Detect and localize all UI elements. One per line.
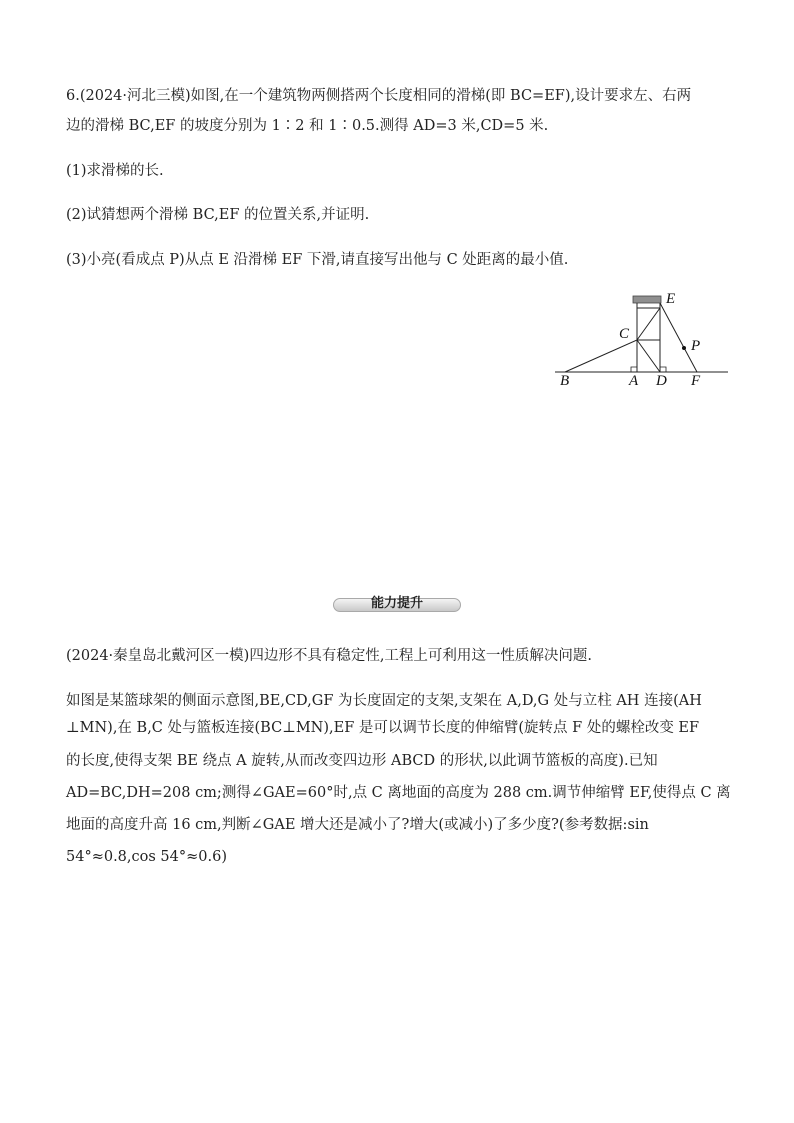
roof-block: [633, 296, 661, 303]
problem-7-line-2: 如图是某篮球架的侧面示意图,BE,CD,GF 为长度固定的支架,支架在 A,D,G 处与立柱 AH 连接(AH: [66, 693, 702, 709]
label-e: E: [666, 291, 676, 307]
brace-upper: [637, 308, 660, 340]
problem-6-line-1: 6.(2024·河北三模)如图,在一个建筑物两侧搭两个长度相同的滑梯(即 BC=EF),设计要求左、右两: [66, 88, 692, 104]
slide-figure: [550, 288, 740, 398]
slide-diagram: [550, 288, 740, 398]
problem-7-line-1: (2024·秦皇岛北戴河区一模)四边形不具有稳定性,工程上可利用这一性质解决问题.: [66, 648, 593, 664]
problem-7-line-6: 地面的高度升高 16 cm,判断∠GAE 增大还是减小了?增大(或减小)了多少度?(参考数据:sin: [66, 817, 649, 833]
point-p: [682, 346, 686, 350]
label-p: P: [691, 338, 701, 354]
label-b: B: [560, 373, 570, 389]
right-angle-d: [660, 367, 666, 372]
section-heading-text: 能力提升: [370, 596, 423, 611]
problem-7-line-3: ⊥MN),在 B,C 处与篮板连接(BC⊥MN),EF 是可以调节长度的伸缩臂(旋转点 F 处的螺栓改变 EF: [66, 720, 700, 736]
label-c: C: [619, 326, 630, 342]
problem-7-line-4: 的长度,使得支架 BE 绕点 A 旋转,从而改变四边形 ABCD 的形状,以此调节篮板的高度).已知: [66, 753, 658, 769]
question-1: (1)求滑梯的长.: [66, 163, 164, 179]
section-heading-badge: [333, 595, 461, 615]
question-3: (3)小亮(看成点 P)从点 E 沿滑梯 EF 下滑,请直接写出他与 C 处距离的最小值.: [66, 252, 569, 268]
label-f: F: [691, 373, 701, 389]
problem-6-line-2: 边的滑梯 BC,EF 的坡度分别为 1∶2 和 1∶0.5.测得 AD=3 米,CD=5 米.: [66, 118, 549, 134]
slide-bc: [565, 340, 637, 372]
question-2: (2)试猜想两个滑梯 BC,EF 的位置关系,并证明.: [66, 207, 370, 223]
problem-7-line-5: AD=BC,DH=208 cm;测得∠GAE=60°时,点 C 离地面的高度为 288 cm.调节伸缩臂 EF,使得点 C 离: [66, 785, 731, 801]
label-d: D: [656, 373, 667, 389]
problem-7-line-7: 54°≈0.8,cos 54°≈0.6): [66, 849, 227, 865]
brace-lower: [637, 340, 660, 372]
label-a: A: [629, 373, 639, 389]
right-angle-a: [631, 367, 637, 372]
